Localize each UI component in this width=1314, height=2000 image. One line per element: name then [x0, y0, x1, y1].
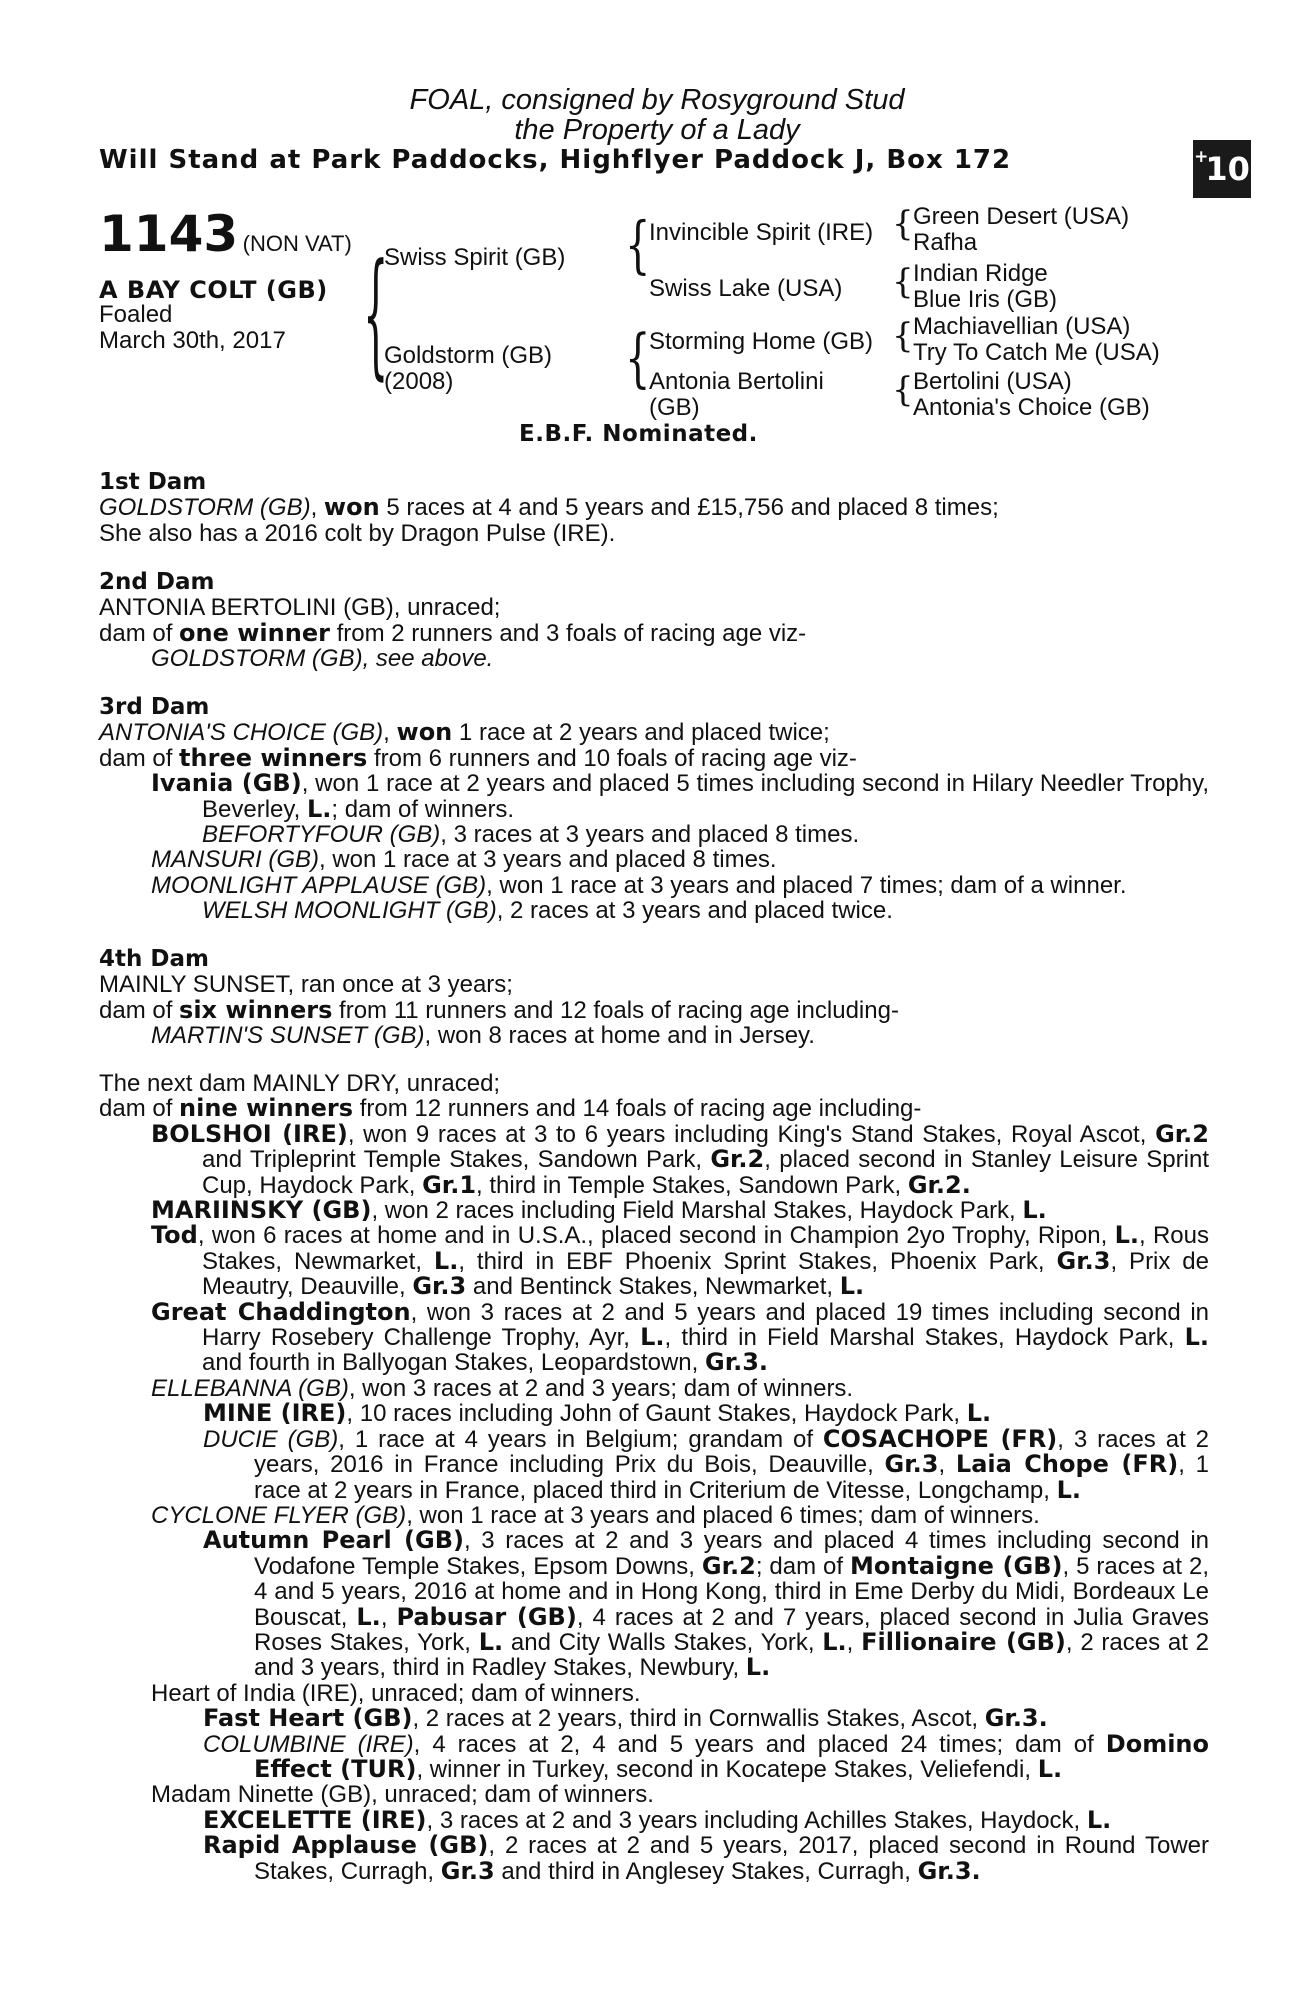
lot-number: 1143 [99, 205, 239, 263]
dam-note: She also has a 2016 colt by Dragon Pulse (IRE). [99, 519, 616, 547]
dam-produce: dam of six winners from 11 runners and 12 foals of racing age including- [99, 995, 899, 1024]
pedigree-brace: { [625, 210, 651, 282]
next-dam-section [99, 1071, 1209, 1884]
vat-status: (NON VAT) [242, 231, 352, 256]
sire-dam: Swiss Lake (USA) [649, 275, 843, 302]
lot-description: A BAY COLT (GB) [99, 276, 328, 304]
pedigree-brace: { [363, 238, 389, 395]
foaled-date: March 30th, 2017 [99, 327, 286, 354]
produce-entry: Heart of India (IRE), unraced; dam of winners. [151, 1679, 641, 1707]
sdd: Blue Iris (GB) [913, 286, 1058, 313]
dam-produce: dam of nine winners from 12 runners and 14 foals of racing age including- [99, 1094, 922, 1123]
sss: Green Desert (USA) [913, 203, 1130, 230]
dam-record: The next dam MAINLY DRY, unraced; [99, 1070, 501, 1097]
fourth-dam-section [99, 947, 1209, 1049]
dds: Bertolini (USA) [913, 368, 1072, 395]
ebf-note: E.B.F. Nominated. [519, 421, 758, 447]
dam: Goldstorm (GB) [384, 342, 553, 369]
sire: Swiss Spirit (GB) [384, 244, 566, 271]
produce-entry: COLUMBINE (IRE), 4 races at 2, 4 and 5 years and placed 24 times; dam of Domino Effect (TUR), winner in Turkey, second in Kocatepe Stakes, Veliefendi, L. [203, 1729, 1209, 1783]
plus-ten-badge: + 10 [1193, 140, 1251, 198]
produce-entry: MOONLIGHT APPLAUSE (GB), won 1 race at 3 years and placed 7 times; dam of a winner. [151, 871, 1127, 899]
dss: Machiavellian (USA) [913, 313, 1131, 340]
produce-entry: CYCLONE FLYER (GB), won 1 race at 3 years and placed 6 times; dam of winners. [151, 1501, 1040, 1529]
ddd: Antonia's Choice (GB) [913, 394, 1150, 421]
produce-entry: DUCIE (GB), 1 race at 4 years in Belgium; grandam of COSACHOPE (FR), 3 races at 2 years, 2016 in France including Prix du Bois, Deauville, Gr.3, Laia Chope (FR), 1 race at 2 years in France, placed third in Criterium de Vitesse, Longchamp, L. [203, 1424, 1209, 1504]
produce-entry: Ivania (GB), won 1 race at 2 years and placed 5 times including second in Hilary Needler Trophy, Beverley, L.; dam of winners. [151, 769, 1209, 823]
dam-year: (2008) [384, 368, 454, 395]
section-heading: 2nd Dam [99, 569, 215, 595]
second-dam-section [99, 570, 1209, 672]
produce-entry: Madam Ninette (GB), unraced; dam of winners. [151, 1781, 654, 1809]
dam-dam-suffix: (GB) [649, 394, 700, 421]
produce-entry: Rapid Applause (GB), 2 races at 2 and 5 years, 2017, placed second in Round Tower Stakes, Curragh, Gr.3 and third in Anglesey Stakes, Curragh, Gr.3. [203, 1831, 1210, 1885]
section-heading: 4th Dam [99, 946, 209, 972]
dam-record: GOLDSTORM (GB), won 5 races at 4 and 5 years and £15,756 and placed 8 times; [99, 493, 999, 522]
produce-entry: WELSH MOONLIGHT (GB), 2 races at 3 years and placed twice. [202, 897, 893, 925]
third-dam-section [99, 695, 1209, 924]
dam-produce: dam of one winner from 2 runners and 3 foals of racing age viz- [99, 618, 807, 647]
produce-entry: Great Chaddington, won 3 races at 2 and 5 years and placed 19 times including second in Harry Rosebery Challenge Trophy, Ayr, L., third in Field Marshal Stakes, Haydock Park, L. and fourth in Ballyogan Stakes, Leopardstown, Gr.3. [151, 1297, 1209, 1377]
pedigree-brace: { [892, 370, 914, 410]
produce-entry: MARIINSKY (GB), won 2 races including Field Marshal Stakes, Haydock Park, L. [151, 1196, 1047, 1225]
section-heading: 3rd Dam [99, 694, 210, 720]
foaled-label: Foaled [99, 301, 173, 328]
dam-record: ANTONIA'S CHOICE (GB), won 1 race at 2 years and placed twice; [99, 718, 830, 747]
produce-entry: Tod, won 6 races at home and in U.S.A., placed second in Champion 2yo Trophy, Ripon, L., Rous Stakes, Newmarket, L., third in EBF Phoenix Sprint Stakes, Phoenix Park, Gr.3, Prix de Meautry, Deauville, Gr.3 and Bentinck Stakes, Newmarket, L. [151, 1221, 1210, 1301]
stand-location: Will Stand at Park Paddocks, Highflyer Paddock J, Box 172 [99, 145, 1012, 175]
ssd: Rafha [913, 229, 978, 256]
dam-dam: Antonia Bertolini [649, 368, 824, 395]
produce-entry: EXCELETTE (IRE), 3 races at 2 and 3 years including Achilles Stakes, Haydock, L. [203, 1805, 1112, 1834]
produce-entry: ELLEBANNA (GB), won 3 races at 2 and 3 years; dam of winners. [151, 1374, 854, 1402]
consignor-line: FOAL, consigned by Rosyground Stud [409, 84, 905, 116]
produce-entry: GOLDSTORM (GB), see above. [151, 645, 494, 673]
produce-entry: MARTIN'S SUNSET (GB), won 8 races at home and in Jersey. [151, 1022, 815, 1050]
pedigree-brace: { [625, 322, 651, 396]
produce-entry: MINE (IRE), 10 races including John of Gaunt Stakes, Haydock Park, L. [203, 1399, 992, 1428]
property-line: the Property of a Lady [514, 114, 800, 146]
dam-record: MAINLY SUNSET, ran once at 3 years; [99, 971, 513, 999]
dam-produce: dam of three winners from 6 runners and 10 foals of racing age viz- [99, 743, 857, 772]
dam-sire: Storming Home (GB) [649, 328, 874, 355]
pedigree-brace: { [892, 316, 914, 356]
lot-heading [99, 205, 352, 263]
dsd: Try To Catch Me (USA) [913, 339, 1160, 366]
pedigree-brace: { [892, 262, 914, 302]
produce-entry: BEFORTYFOUR (GB), 3 races at 3 years and placed 8 times. [202, 821, 860, 849]
produce-entry: Fast Heart (GB), 2 races at 2 years, third in Cornwallis Stakes, Ascot, Gr.3. [203, 1704, 1048, 1733]
dam-record: ANTONIA BERTOLINI (GB), unraced; [99, 594, 501, 622]
section-heading: 1st Dam [99, 469, 207, 495]
produce-entry: BOLSHOI (IRE), won 9 races at 3 to 6 years including King's Stand Stakes, Royal Ascot, Gr.2 and Tripleprint Temple Stakes, Sandown Park, Gr.2, placed second in Stanley Leisure Sprint Cup, Haydock Park, Gr.1, third in Temple Stakes, Sandown Park, Gr.2. [151, 1119, 1209, 1199]
first-dam-section [99, 470, 1209, 546]
pedigree-brace: { [892, 204, 914, 244]
sire-sire: Invincible Spirit (IRE) [649, 219, 874, 246]
sds: Indian Ridge [913, 260, 1048, 287]
produce-entry: MANSURI (GB), won 1 race at 3 years and placed 8 times. [151, 846, 777, 874]
produce-entry: Autumn Pearl (GB), 3 races at 2 and 3 years and placed 4 times including second in Vodafone Temple Stakes, Epsom Downs, Gr.2; dam of Montaigne (GB), 5 races at 2, 4 and 5 years, 2016 at home and in Hong Kong, third in Eme Derby du Midi, Bordeaux Le Bouscat, L., Pabusar (GB), 4 races at 2 and 7 years, placed second in Julia Graves Roses Stakes, York, L. and City Walls Stakes, York, L., Fillionaire (GB), 2 races at 2 and 3 years, third in Radley Stakes, Newbury, L. [203, 1526, 1210, 1682]
